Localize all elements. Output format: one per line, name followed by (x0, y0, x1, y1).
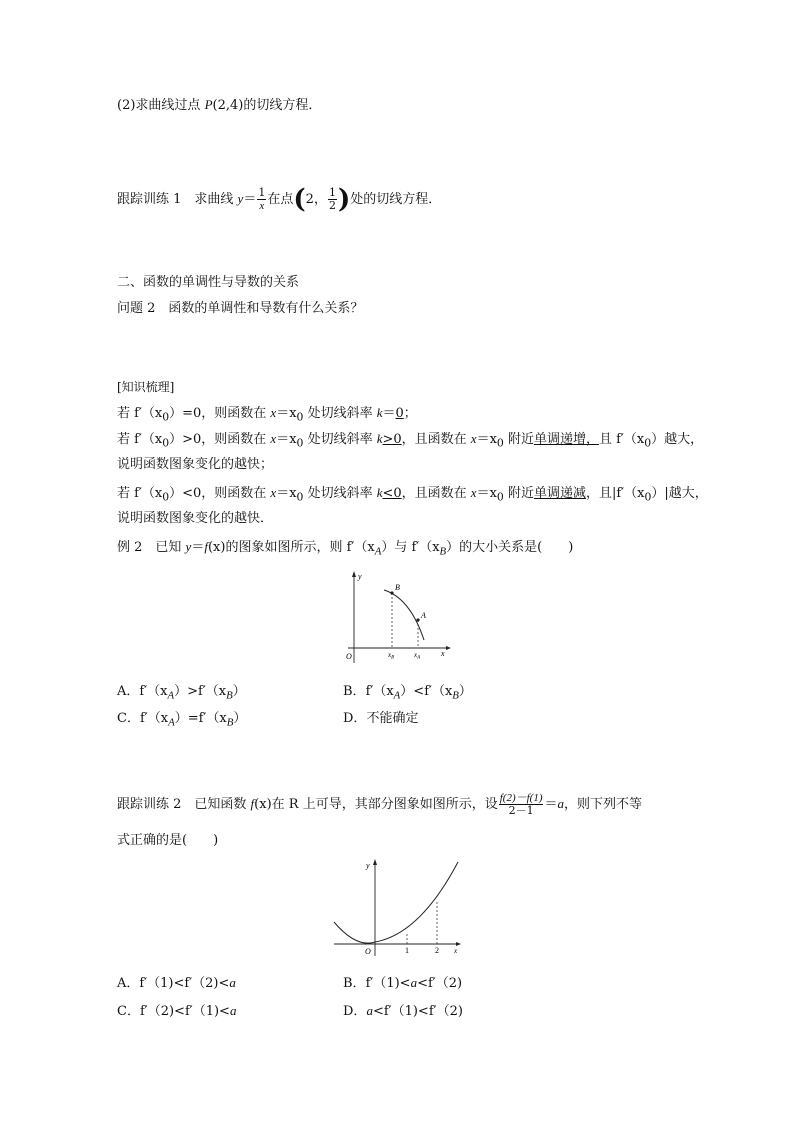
k1-g: ； (403, 406, 417, 421)
ex2-optA-s1: A (167, 689, 175, 702)
t2-parabola (334, 862, 458, 943)
k2-h: 附近 (503, 432, 534, 447)
knowledge-line-1 (117, 404, 417, 427)
t2-optD-a: a (366, 1003, 373, 1018)
t2-optC-t: f′（2)<f′（1)< (139, 1004, 230, 1019)
example-2-line (117, 538, 573, 561)
k2-sub: 0 (162, 436, 170, 450)
k3-i: ，且|f′（x (585, 486, 645, 501)
t2-tick-2: 2 (435, 946, 439, 955)
k3-x2: x (470, 485, 477, 500)
ex2-y-label: y (358, 572, 362, 581)
k3-k: k (376, 485, 383, 500)
k2-x: x (270, 431, 277, 446)
t2-optA-t: f′（1)<f′（2)< (139, 976, 230, 991)
knowledge-heading: [知识梳理] (117, 380, 175, 394)
ex2-d: ）的大小关系是( ) (446, 540, 574, 555)
t2-optB-t: f′（1)< (365, 976, 411, 991)
t2-b: 在 R 上可导，其部分图象如图所示，设 (271, 797, 498, 812)
k2-increasing: 单调递增， (533, 432, 599, 447)
k3-c: ＝x (276, 486, 297, 501)
ex2-optB-t: f′（x (365, 684, 394, 699)
ex2-optA-mid: ）>f′（x (174, 684, 227, 699)
k2-c: ＝x (276, 432, 297, 447)
k3-x: x (270, 485, 277, 500)
t2-a-var: a (557, 796, 564, 811)
t2-optA-label: A． (117, 976, 140, 991)
ex2-B-label: B (395, 583, 400, 592)
k3-g: ＝x (476, 486, 497, 501)
knowledge-line-2b: 说明函数图象变化的越快； (117, 457, 274, 472)
k3-d: 处切线斜率 (303, 486, 377, 501)
ex2-option-C[interactable] (117, 710, 246, 732)
t2-c: ＝ (544, 797, 558, 812)
k2-e: >0 (382, 432, 402, 447)
ex2-xB: x (388, 651, 392, 659)
k1-zero: 0 (395, 406, 404, 421)
k1-sub: 0 (162, 410, 170, 424)
ex2-origin-label: O (346, 652, 352, 661)
ex2-xB-label (387, 651, 394, 661)
k3-sub: 0 (162, 490, 170, 504)
k3-decreasing: 单调递减 (533, 486, 586, 501)
k3-b: ）<0，则函数在 (169, 486, 271, 501)
t2-optB-label: B． (343, 976, 366, 991)
track-2-graph (330, 856, 470, 961)
k1-e: ＝ (382, 406, 396, 421)
track1-suffix: 处的切线方程． (350, 192, 442, 207)
left-paren: ( (293, 184, 306, 215)
k3-f: ，且函数在 (401, 486, 471, 501)
k2-k: k (376, 431, 383, 446)
ex2-x-arrow (446, 646, 451, 650)
ex2-f: f (204, 539, 208, 554)
track-2-line2: 式正确的是( ) (117, 833, 219, 848)
track1-pt-den: 2 (328, 199, 336, 212)
t2-y-label: y (366, 861, 370, 870)
k3-e: <0 (382, 486, 402, 501)
k2-sub3: 0 (496, 436, 504, 450)
k2-g: ＝x (476, 432, 497, 447)
k1-x: x (270, 405, 277, 420)
k2-sub4: 0 (644, 436, 652, 450)
k2-x2: x (470, 431, 477, 446)
k3-h: 附近 (503, 486, 534, 501)
knowledge-line-3 (117, 484, 708, 507)
t2-optA-a: a (229, 975, 236, 990)
ex2-optC-end: ） (233, 711, 247, 726)
t2-option-D[interactable] (343, 1002, 463, 1021)
ex2-xB-sub: B (391, 655, 395, 661)
t2-x-arrow (456, 942, 461, 946)
track1-eq: ＝ (243, 192, 257, 207)
t2-x-label: x (454, 947, 458, 955)
t2-frac-num: f(2)－f(1) (499, 792, 543, 804)
ex2-option-A[interactable] (117, 683, 246, 705)
ex2-optC-s2: B (226, 716, 234, 729)
k3-j: ）|越大， (651, 486, 708, 501)
q2-point: P (204, 97, 213, 112)
ex2-optC-mid: ）=f′（x (174, 711, 227, 726)
t2-optB-a: a (410, 975, 418, 990)
problem-2: 问题 2 函数的单调性和导数有什么关系？ (117, 301, 364, 316)
t2-option-C[interactable] (117, 1002, 236, 1021)
k2-sub2: 0 (296, 436, 304, 450)
k2-i: 且 f′（x (598, 432, 645, 447)
track1-y: y (237, 191, 244, 206)
ex2-optB-label: B． (343, 684, 366, 699)
track1-fraction (257, 187, 266, 212)
ex2-optD-t: 不能确定 (366, 711, 419, 726)
ex2-optB-s2: B (452, 689, 459, 702)
question-2-line (117, 96, 321, 115)
t2-y-arrow (373, 859, 377, 865)
k2-f: ，且函数在 (401, 432, 471, 447)
ex2-A-label: A (421, 611, 426, 620)
t2-f: f (250, 796, 255, 811)
k3-sub2: 0 (296, 490, 304, 504)
ex2-a: 例 2 已知 (117, 540, 186, 555)
ex2-optC-label: C． (117, 711, 140, 726)
q2-prefix: (2)求曲线过点 (117, 98, 205, 113)
k1-k: k (376, 405, 383, 420)
ex2-optA-s2: B (226, 689, 233, 702)
ex2-subB: B (439, 545, 447, 558)
k2-b: ）>0，则函数在 (169, 432, 271, 447)
section-2-title: 二、函数的单调性与导数的关系 (117, 275, 300, 290)
track-2-line (117, 790, 642, 819)
t2-a: 跟踪训练 2 已知函数 (117, 797, 251, 812)
t2-fraction (499, 792, 544, 817)
track1-point-a: 2， (305, 192, 327, 207)
t2-origin-label: O (365, 947, 371, 956)
t2-optD-label: D． (343, 1004, 367, 1019)
t2-option-A[interactable] (117, 974, 236, 993)
knowledge-line-2 (117, 430, 703, 453)
ex2-subA: A (374, 545, 382, 558)
ex2-optA-label: A． (117, 684, 140, 699)
ex2-option-D[interactable] (343, 710, 418, 728)
ex2-optB-s1: A (393, 689, 401, 702)
k1-sub2: 0 (296, 410, 304, 424)
ex2-eq: ＝ (191, 540, 205, 555)
t2-optB-t2: <f′（2) (417, 976, 463, 991)
ex2-xA-sub: A (417, 655, 421, 661)
ex2-optB-mid: ）<f′（x (400, 684, 453, 699)
ex2-fx: (x) (207, 540, 226, 555)
t2-fx: (x) (254, 797, 272, 812)
right-paren: ) (337, 184, 351, 215)
q2-coords: (2,4) (212, 98, 244, 113)
ex2-c: ）与 f′（x (381, 540, 440, 555)
t2-optD-t: <f′（1)<f′（2) (372, 1004, 463, 1019)
track1-frac-den: x (259, 200, 265, 212)
k1-d: 处切线斜率 (303, 406, 377, 421)
track1-frac-num: 1 (258, 186, 266, 199)
track1-label: 跟踪训练 1 求曲线 (117, 192, 238, 207)
knowledge-line-3b: 说明函数图象变化的越快． (117, 511, 274, 526)
ex2-optB-end: ） (458, 684, 472, 699)
t2-d: ，则下列不等 (564, 797, 643, 812)
k1-b: ）=0，则函数在 (169, 406, 271, 421)
track1-mid: 在点 (267, 192, 294, 207)
ex2-xA-label (413, 651, 421, 661)
k2-d: 处切线斜率 (303, 432, 377, 447)
q2-suffix: 的切线方程． (243, 98, 322, 113)
track1-point-fraction (328, 187, 337, 212)
track-1-line (117, 186, 441, 213)
t2-optC-label: C． (117, 1004, 140, 1019)
ex2-xA: x (414, 651, 418, 659)
ex2-optA-end: ） (232, 684, 246, 699)
ex2-option-B[interactable] (343, 683, 472, 705)
t2-frac-den: 2－1 (508, 804, 534, 817)
t2-tick-1: 1 (405, 946, 409, 955)
example-2-graph (340, 568, 460, 668)
ex2-x-label: x (441, 649, 445, 658)
ex2-optD-label: D． (343, 711, 367, 726)
track1-pt-num: 1 (328, 186, 336, 199)
k3-sub4: 0 (644, 490, 652, 504)
ex2-y: y (185, 539, 192, 554)
k1-c: ＝x (276, 406, 297, 421)
k2-j: ）越大， (651, 432, 704, 447)
ex2-b: 的图象如图所示，则 f′（x (225, 540, 375, 555)
k1-a: 若 f′（x (117, 406, 163, 421)
k3-sub3: 0 (496, 490, 504, 504)
ex2-optC-t: f′（x (139, 711, 169, 726)
t2-optC-a: a (229, 1003, 237, 1018)
t2-option-B[interactable] (343, 974, 462, 993)
ex2-optC-s1: A (168, 716, 175, 729)
ex2-optA-t: f′（x (139, 684, 168, 699)
ex2-y-arrow (352, 571, 356, 577)
k2-a: 若 f′（x (117, 432, 163, 447)
k3-a: 若 f′（x (117, 486, 163, 501)
